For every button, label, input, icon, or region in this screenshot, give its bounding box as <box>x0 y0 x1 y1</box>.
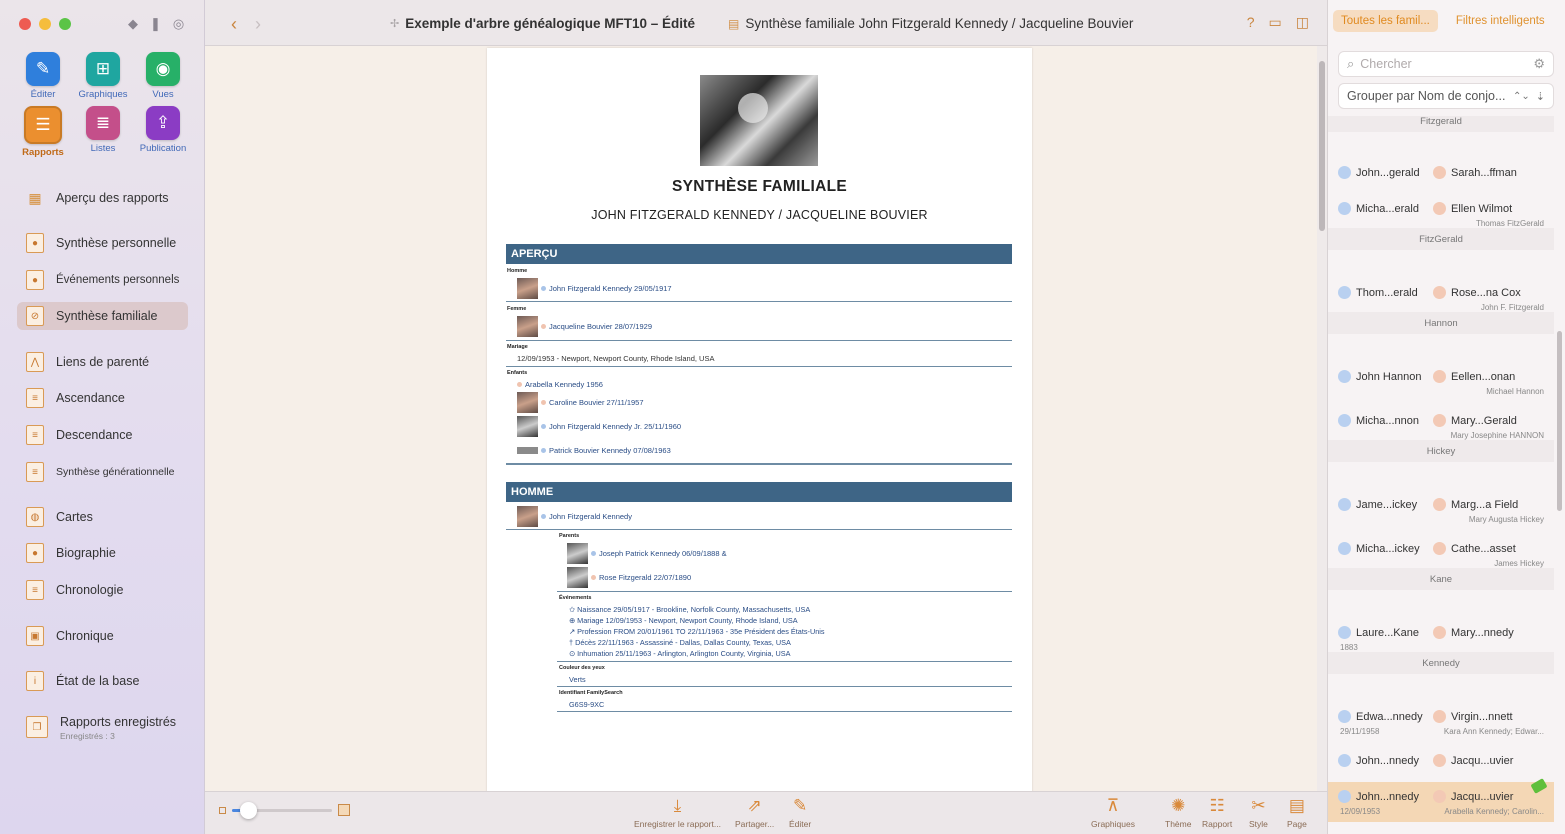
children-summary: James Hickey <box>1494 559 1544 568</box>
scroll-thumb[interactable] <box>1557 331 1562 511</box>
wife-cell <box>1433 710 1513 723</box>
husband-name: John Hannon <box>1356 370 1422 383</box>
female-icon <box>517 382 522 387</box>
event-row: ✩ Naissance 29/05/1917 - Brookline, Norfolk County, Massachusetts, USA <box>569 605 811 614</box>
sidebar <box>0 0 205 834</box>
report-title <box>728 16 1133 31</box>
tree-icon: ✢ <box>390 18 400 30</box>
nav-item-person-events[interactable] <box>17 266 188 294</box>
window-icon[interactable]: ▭ <box>1268 14 1282 30</box>
events-label: Événements <box>559 595 592 601</box>
group-header: Hannon <box>1328 312 1554 334</box>
male-icon <box>1338 626 1351 639</box>
female-icon <box>1433 626 1446 639</box>
husband-name: Micha...erald <box>1356 202 1419 215</box>
nav-item-label: Synthèse personnelle <box>56 236 177 250</box>
child-row[interactable] <box>517 392 644 413</box>
female-icon <box>1433 710 1446 723</box>
tree-chart-icon: ⊞ <box>86 52 120 86</box>
child-text: John Fitzgerald Kennedy Jr. 25/11/1960 <box>549 422 682 431</box>
father-text: Joseph Patrick Kennedy 06/09/1888 & <box>599 549 727 558</box>
family-row[interactable] <box>1328 166 1554 196</box>
wife-cell <box>1433 286 1521 299</box>
zoom-control <box>219 804 350 816</box>
male-icon <box>1338 754 1351 767</box>
divider <box>506 463 1012 465</box>
mode-charts[interactable] <box>74 52 132 100</box>
nav-item-label: Descendance <box>56 428 133 442</box>
nav-item-descendants[interactable] <box>17 421 188 449</box>
nav-item-label: Chronique <box>56 629 114 643</box>
children-summary: Mary Augusta Hickey <box>1468 515 1544 524</box>
husband-cell <box>1338 626 1419 639</box>
wife-name: Mary...nnedy <box>1451 626 1514 639</box>
nav-item-generations[interactable] <box>17 458 188 486</box>
descendants-icon: ≡ <box>26 425 44 445</box>
map-icon: ◍ <box>26 507 44 527</box>
page-icon: ▤ <box>1288 796 1305 815</box>
button-label: Page <box>1287 819 1307 829</box>
nav-item-maps[interactable] <box>17 503 188 531</box>
close-window-button[interactable] <box>19 18 31 30</box>
nav-item-label: État de la base <box>56 674 140 688</box>
window-controls <box>19 18 71 30</box>
zoom-out-icon[interactable] <box>219 807 226 814</box>
style-button[interactable] <box>1249 797 1268 829</box>
search-input[interactable] <box>1360 57 1525 71</box>
scroll-thumb[interactable] <box>1319 61 1325 231</box>
marriage-date: 12/09/1953 <box>1340 807 1381 816</box>
charts-button[interactable] <box>1091 797 1135 829</box>
saved-count: Enregistrés : 3 <box>60 731 115 741</box>
wife-name: Sarah...ffman <box>1451 166 1517 179</box>
marriage-date: 1883 <box>1340 643 1358 652</box>
button-label: Rapport <box>1202 819 1233 829</box>
husband-cell <box>1338 166 1420 179</box>
relationship-icon: ⋀ <box>26 352 44 372</box>
child-row[interactable] <box>517 416 681 437</box>
family-row[interactable] <box>1328 370 1554 400</box>
nav-item-label: Synthèse familiale <box>56 309 158 323</box>
document-title <box>390 16 695 31</box>
chart-icon: ⊼ <box>1106 796 1120 815</box>
divider <box>557 591 1012 592</box>
child-text: Caroline Bouvier 27/11/1957 <box>549 398 644 407</box>
husband-cell <box>1338 286 1418 299</box>
divider <box>557 686 1012 687</box>
male-icon <box>1338 790 1351 803</box>
male-icon <box>1338 414 1351 427</box>
wife-name: Mary...Gerald <box>1451 414 1517 427</box>
overview-wife[interactable] <box>517 316 652 337</box>
divider <box>557 711 1012 712</box>
ancestors-icon: ≡ <box>26 388 44 408</box>
mother-row[interactable] <box>567 567 691 588</box>
wife-name: Rose...na Cox <box>1451 286 1521 299</box>
nav-item-family-summary[interactable] <box>17 302 188 330</box>
wife-cell <box>1433 166 1517 179</box>
person-photo <box>567 567 588 588</box>
wife-name: Jacqu...uvier <box>1451 754 1514 767</box>
report-options-button[interactable] <box>1202 797 1232 829</box>
saved-reports-icon: ❐ <box>26 716 48 738</box>
husband-cell <box>1338 754 1419 767</box>
husband-cell <box>1338 498 1417 511</box>
husband-name: Jame...ickey <box>1356 498 1418 511</box>
husband-cell <box>1338 370 1421 383</box>
sidebar-tools <box>128 16 184 32</box>
husband-name: John...gerald <box>1356 166 1420 179</box>
husband-cell <box>1338 414 1419 427</box>
child-row[interactable] <box>517 446 671 455</box>
report-icon: ☰ <box>24 106 62 144</box>
female-icon <box>1433 790 1446 803</box>
eye-color-label: Couleur des yeux <box>559 665 605 671</box>
family-report-icon: ⊘ <box>26 306 44 326</box>
families-scrollbar[interactable] <box>1555 116 1565 834</box>
male-icon <box>1338 542 1351 555</box>
zoom-window-button[interactable] <box>59 18 71 30</box>
group-header: FitzGerald <box>1328 228 1554 250</box>
nav-item-label: Synthèse générationnelle <box>56 466 175 478</box>
back-icon[interactable]: ‹ <box>231 14 237 34</box>
group-header: Kennedy <box>1328 652 1554 674</box>
mode-edit[interactable] <box>14 52 72 100</box>
forward-icon[interactable]: › <box>255 14 261 34</box>
children-summary: Kara Ann Kennedy; Edwar... <box>1443 727 1544 736</box>
wife-name: Ellen Wilmot <box>1451 202 1513 215</box>
toggles-icon: ☷ <box>1209 796 1225 815</box>
report-doc-icon: ▤ <box>728 16 740 31</box>
mode-lists[interactable] <box>74 106 132 158</box>
person-photo <box>517 506 538 527</box>
search-icon: ⌕ <box>1347 56 1355 71</box>
mode-label: Listes <box>90 143 116 154</box>
event-row: ↗ Profession FROM 20/01/1961 TO 22/11/1963 - 35e Président des États-Unis <box>569 627 825 636</box>
children-summary: Mary Josephine HANNON <box>1450 431 1544 440</box>
family-row[interactable] <box>1328 754 1554 784</box>
save-report-button[interactable] <box>634 797 721 829</box>
upload-icon: ⇪ <box>146 106 180 140</box>
children-summary: Arabella Kennedy; Carolin... <box>1444 807 1544 816</box>
report-page <box>487 48 1032 791</box>
divider <box>506 340 1012 341</box>
overview-wife-text: Jacqueline Bouvier 28/07/1929 <box>549 322 652 331</box>
husband-name: Edwa...nnedy <box>1356 710 1423 723</box>
timeline-icon: ≡ <box>26 580 44 600</box>
nav-item-text <box>60 713 176 741</box>
man-name-text: John Fitzgerald Kennedy <box>549 512 632 521</box>
toolbar <box>205 0 1327 46</box>
globe-icon[interactable]: ◎ <box>172 16 185 31</box>
person-photo <box>517 447 538 454</box>
female-icon <box>1433 286 1446 299</box>
wife-name: Marg...a Field <box>1451 498 1519 511</box>
divider <box>557 661 1012 662</box>
female-icon <box>1433 166 1446 179</box>
button-label: Style <box>1249 819 1268 829</box>
wife-name: Virgin...nnett <box>1451 710 1513 723</box>
chronicle-icon: ▣ <box>26 626 44 646</box>
children-summary: John F. Fitzgerald <box>1480 303 1544 312</box>
wife-label: Femme <box>507 306 527 312</box>
wife-cell <box>1433 498 1518 511</box>
toolbar-right <box>1247 14 1309 31</box>
male-icon <box>591 551 596 556</box>
person-photo <box>517 278 538 299</box>
person-photo <box>517 392 538 413</box>
nav-item-label: Chronologie <box>56 583 124 597</box>
male-icon <box>1338 166 1351 179</box>
wife-cell <box>1433 542 1516 555</box>
zoom-slider[interactable] <box>232 809 332 812</box>
sort-icon[interactable]: ⇣ <box>1535 90 1545 103</box>
person-report-icon: ● <box>26 233 44 253</box>
tag-icon[interactable]: ◆ <box>128 16 138 31</box>
gear-icon[interactable]: ⚙ <box>1533 56 1545 71</box>
report-title-text: Synthèse familiale John Fitzgerald Kennedy / Jacqueline Bouvier <box>745 16 1134 31</box>
nav-item-label: Aperçu des rapports <box>56 191 169 205</box>
group-header: Fitzgerald <box>1328 116 1554 132</box>
children-summary: Thomas FitzGerald <box>1475 219 1544 228</box>
eye-color-value: Verts <box>569 675 586 684</box>
husband-name: John...nnedy <box>1356 754 1419 767</box>
husband-label: Homme <box>507 268 528 274</box>
chevron-updown-icon: ⌃⌄ <box>1513 90 1530 102</box>
child-row[interactable] <box>517 380 603 389</box>
family-row[interactable] <box>1328 782 1554 822</box>
wife-name: Jacqu...uvier <box>1451 790 1514 803</box>
nav-item-label: Ascendance <box>56 391 125 405</box>
mode-label: Graphiques <box>78 89 128 100</box>
wife-cell <box>1433 754 1513 767</box>
document-title-text: Exemple d'arbre généalogique MFT10 – Édité <box>405 16 696 31</box>
child-text: Arabella Kennedy 1956 <box>525 380 603 389</box>
report-subheading: JOHN FITZGERALD KENNEDY / JACQUELINE BOUVIER <box>591 208 928 222</box>
divider <box>506 301 1012 302</box>
familysearch-label: Identifiant FamilySearch <box>559 690 623 696</box>
download-icon: ⤓ <box>673 796 682 815</box>
children-label: Enfants <box>507 370 528 376</box>
bookmark-icon[interactable]: ❚ <box>150 16 161 31</box>
mode-label: Vues <box>152 89 174 100</box>
share-icon: ⇗ <box>747 796 762 815</box>
overview-husband[interactable] <box>517 278 672 299</box>
canvas-scrollbar[interactable] <box>1317 46 1327 791</box>
group-by-value: Grouper par Nom de conjo... <box>1347 89 1506 103</box>
edit-icon: ✎ <box>792 796 808 815</box>
familysearch-value: G6S9-9XC <box>569 700 605 709</box>
eye-icon: ◉ <box>146 52 180 86</box>
search-box <box>1338 51 1554 77</box>
husband-cell <box>1338 790 1419 803</box>
event-row: ⊕ Mariage 12/09/1953 - Newport, Newport County, Rhode Island, USA <box>569 616 798 625</box>
event-row: ⊙ Inhumation 25/11/1963 - Arlington, Arlington County, Virginia, USA <box>569 649 791 658</box>
button-label: Partager... <box>735 819 775 829</box>
divider <box>506 529 1012 530</box>
section-overview-header: APERÇU <box>506 244 1012 264</box>
marriage-date: 29/11/1958 <box>1340 727 1380 736</box>
male-icon <box>1338 286 1351 299</box>
person-photo <box>517 316 538 337</box>
husband-name: Micha...ickey <box>1356 542 1420 555</box>
female-icon <box>1433 370 1446 383</box>
nav-item-label: Liens de parenté <box>56 355 150 369</box>
father-row[interactable] <box>567 543 727 564</box>
nav-item-biography[interactable] <box>17 539 188 567</box>
husband-cell <box>1338 202 1419 215</box>
male-icon <box>1338 202 1351 215</box>
nav-item-label: Rapports enregistrés <box>60 715 177 729</box>
divider <box>506 366 1012 367</box>
nav-item-saved-reports[interactable] <box>17 709 188 745</box>
share-button[interactable] <box>735 797 774 829</box>
person-photo <box>567 543 588 564</box>
families-panel <box>1327 0 1565 834</box>
event-row: † Décès 22/11/1963 - Assassiné - Dallas, Dallas County, Texas, USA <box>569 638 791 647</box>
nav-item-relationship[interactable] <box>17 348 188 376</box>
overview-marriage: 12/09/1953 - Newport, Newport County, Rhode Island, USA <box>517 354 715 363</box>
mode-label: Éditer <box>30 89 56 100</box>
husband-name: Laure...Kane <box>1356 626 1419 639</box>
help-icon[interactable]: ? <box>1246 14 1255 30</box>
section-man-header: HOMME <box>506 482 1012 502</box>
male-icon <box>1338 710 1351 723</box>
mode-views[interactable] <box>134 52 192 100</box>
person-events-icon: ● <box>26 270 44 290</box>
wife-cell <box>1433 626 1514 639</box>
history-nav <box>231 14 261 35</box>
button-label: Enregistrer le rapport... <box>634 819 721 829</box>
nav-item-overview[interactable] <box>17 184 188 212</box>
families-list[interactable] <box>1328 116 1554 834</box>
zoom-in-icon[interactable] <box>338 804 350 816</box>
page-button[interactable] <box>1287 797 1307 829</box>
family-row[interactable] <box>1328 710 1554 740</box>
male-icon <box>541 514 546 519</box>
female-icon <box>1433 202 1446 215</box>
husband-cell <box>1338 542 1420 555</box>
biography-icon: ● <box>26 543 44 563</box>
zoom-slider-knob[interactable] <box>240 802 257 819</box>
tab-all-families[interactable]: Toutes les famil... <box>1333 10 1438 32</box>
nav-item-label: Biographie <box>56 546 116 560</box>
nav-item-chronicle[interactable] <box>17 622 188 650</box>
wife-name: Cathe...asset <box>1451 542 1516 555</box>
palette-icon: ✺ <box>1171 796 1186 815</box>
nav-item-ancestors[interactable] <box>17 384 188 412</box>
nav-item-timeline[interactable] <box>17 576 188 604</box>
mother-text: Rose Fitzgerald 22/07/1890 <box>599 573 692 582</box>
family-row[interactable] <box>1328 498 1554 528</box>
list-icon: ≣ <box>86 106 120 140</box>
nav-item-label: Événements personnels <box>56 274 180 286</box>
husband-name: Micha...nnon <box>1356 414 1419 427</box>
group-header: Kane <box>1328 568 1554 590</box>
male-icon <box>1338 370 1351 383</box>
male-icon <box>541 424 546 429</box>
husband-name: John...nnedy <box>1356 790 1419 803</box>
group-by-select[interactable] <box>1338 83 1554 109</box>
group-header: Hickey <box>1328 440 1554 462</box>
female-icon <box>1433 542 1446 555</box>
female-icon <box>541 324 546 329</box>
family-photo <box>700 75 818 166</box>
button-label: Graphiques <box>1091 819 1135 829</box>
mode-label: Publication <box>139 143 187 154</box>
bottom-toolbar <box>205 791 1327 834</box>
female-icon <box>1433 414 1446 427</box>
theme-button[interactable] <box>1165 797 1191 829</box>
wife-name: Eellen...onan <box>1451 370 1516 383</box>
female-icon <box>1433 754 1446 767</box>
nav-item-database-status[interactable] <box>17 667 188 695</box>
minimize-window-button[interactable] <box>39 18 51 30</box>
tab-smart-filters[interactable]: Filtres intelligents <box>1455 15 1545 27</box>
male-icon <box>541 448 546 453</box>
nav-item-person-summary[interactable] <box>17 229 188 257</box>
edit-report-button[interactable] <box>789 797 811 829</box>
man-name[interactable] <box>517 506 632 527</box>
mode-label: Rapports <box>22 147 64 158</box>
husband-cell <box>1338 710 1423 723</box>
generations-icon: ≡ <box>26 462 44 482</box>
info-icon: i <box>26 671 44 691</box>
wife-cell <box>1433 202 1512 215</box>
female-icon <box>541 400 546 405</box>
husband-name: Thom...erald <box>1356 286 1418 299</box>
button-label: Éditer <box>789 819 812 829</box>
parents-label: Parents <box>559 533 580 539</box>
wife-cell <box>1433 790 1513 803</box>
wife-cell <box>1433 370 1515 383</box>
mode-switcher <box>14 52 192 158</box>
mode-reports[interactable] <box>14 106 72 158</box>
panel-tabs <box>1333 10 1553 32</box>
female-icon <box>591 575 596 580</box>
grid-icon: ▦ <box>28 189 42 206</box>
report-canvas[interactable] <box>205 46 1317 791</box>
wife-cell <box>1433 414 1517 427</box>
sidebar-toggle-icon[interactable]: ◫ <box>1295 14 1309 30</box>
female-icon <box>1433 498 1446 511</box>
person-photo <box>517 416 538 437</box>
nav-item-label: Cartes <box>56 510 93 524</box>
button-label: Thème <box>1165 819 1192 829</box>
overview-husband-text: John Fitzgerald Kennedy 29/05/1917 <box>549 284 672 293</box>
marriage-label: Mariage <box>507 344 528 350</box>
report-heading: SYNTHÈSE FAMILIALE <box>671 178 848 195</box>
children-summary: Michael Hannon <box>1486 387 1544 396</box>
mode-publication[interactable] <box>134 106 192 158</box>
style-icon: ✂ <box>1251 796 1266 815</box>
male-icon <box>1338 498 1351 511</box>
pencil-icon: ✎ <box>26 52 60 86</box>
child-text: Patrick Bouvier Kennedy 07/08/1963 <box>549 446 671 455</box>
male-icon <box>541 286 546 291</box>
